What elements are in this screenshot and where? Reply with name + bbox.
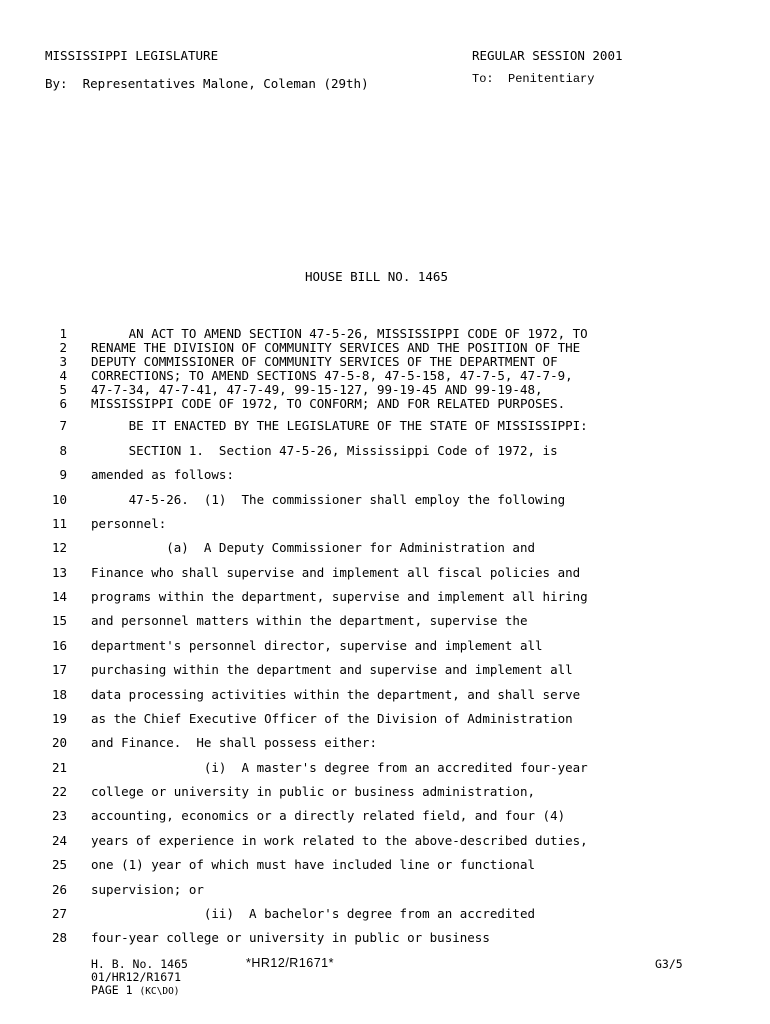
line-number: 14 — [51, 589, 67, 604]
line-text: one (1) year of which must have included line or functional — [91, 857, 536, 872]
line-number: 21 — [51, 760, 67, 775]
line-number: 9 — [59, 467, 67, 482]
line-number: 20 — [51, 735, 67, 750]
footer-bill-reference: H. B. No. 1465 — [91, 957, 188, 971]
line-text: amended as follows: — [91, 467, 234, 482]
footer-page-label — [91, 985, 180, 997]
line-text: (ii) A bachelor's degree from an accredited — [91, 906, 536, 921]
line-number: 10 — [51, 492, 67, 507]
bill-line — [0, 396, 770, 412]
line-text: years of experience in work related to the above-described duties, — [91, 833, 588, 848]
line-number: 22 — [51, 784, 67, 799]
bill-line — [0, 638, 770, 654]
line-text: and Finance. He shall possess either: — [91, 735, 377, 750]
bill-line — [0, 711, 770, 727]
line-text: department's personnel director, supervise and implement all — [91, 638, 543, 653]
bill-line — [0, 467, 770, 483]
line-text: data processing activities within the department, and shall serve — [91, 687, 581, 702]
sponsors-line: By: Representatives Malone, Coleman (29th) — [45, 76, 369, 91]
line-text: programs within the department, supervise and implement all hiring — [91, 589, 588, 604]
bill-line — [0, 808, 770, 824]
line-text: CORRECTIONS; TO AMEND SECTIONS 47-5-8, 47-5-158, 47-7-5, 47-7-9, — [91, 368, 573, 383]
bill-line — [0, 443, 770, 459]
bill-line — [0, 784, 770, 800]
line-text: and personnel matters within the department, supervise the — [91, 613, 528, 628]
line-text: 47-5-26. (1) The commissioner shall employ the following — [91, 492, 566, 507]
line-number: 19 — [51, 711, 67, 726]
line-text: (i) A master's degree from an accredited four-year — [91, 760, 588, 775]
line-text: college or university in public or business administration, — [91, 784, 536, 799]
line-number: 28 — [51, 930, 67, 945]
line-text: MISSISSIPPI CODE OF 1972, TO CONFORM; AND FOR RELATED PURPOSES. — [91, 396, 566, 411]
line-number: 11 — [51, 516, 67, 531]
bill-line — [0, 589, 770, 605]
line-text: (a) A Deputy Commissioner for Administration and — [91, 540, 536, 555]
bill-line — [0, 833, 770, 849]
bill-line — [0, 613, 770, 629]
line-text: accounting, economics or a directly related field, and four (4) — [91, 808, 566, 823]
bill-line — [0, 857, 770, 873]
line-number: 7 — [59, 418, 67, 433]
line-text: SECTION 1. Section 47-5-26, Mississippi Code of 1972, is — [91, 443, 558, 458]
line-number: 3 — [59, 354, 67, 369]
line-number: 1 — [59, 326, 67, 341]
line-number: 8 — [59, 443, 67, 458]
footer-barcode-text: *HR12/R1671* — [246, 956, 334, 970]
bill-line — [0, 735, 770, 751]
line-number: 27 — [51, 906, 67, 921]
line-text: supervision; or — [91, 882, 204, 897]
line-number: 17 — [51, 662, 67, 677]
line-text: as the Chief Executive Officer of the Division of Administration — [91, 711, 573, 726]
bill-line — [0, 540, 770, 556]
bill-line — [0, 418, 770, 434]
bill-title: HOUSE BILL NO. 1465 — [305, 269, 448, 284]
line-number: 16 — [51, 638, 67, 653]
line-text: purchasing within the department and supervise and implement all — [91, 662, 573, 677]
line-number: 12 — [51, 540, 67, 555]
line-text: AN ACT TO AMEND SECTION 47-5-26, MISSISSIPPI CODE OF 1972, TO — [91, 326, 588, 341]
line-number: 23 — [51, 808, 67, 823]
line-number: 4 — [59, 368, 67, 383]
line-text: BE IT ENACTED BY THE LEGISLATURE OF THE STATE OF MISSISSIPPI: — [91, 418, 588, 433]
footer-document-code: 01/HR12/R1671 — [91, 970, 182, 984]
footer-page-reference: G3/5 — [655, 957, 683, 971]
session-heading: REGULAR SESSION 2001 — [472, 48, 623, 63]
line-number: 26 — [51, 882, 67, 897]
line-text: Finance who shall supervise and implement all fiscal policies and — [91, 565, 581, 580]
bill-line — [0, 662, 770, 678]
line-number: 13 — [51, 565, 67, 580]
bill-line — [0, 882, 770, 898]
committee-referral: To: Penitentiary — [472, 72, 595, 86]
line-text: DEPUTY COMMISSIONER OF COMMUNITY SERVICES OF THE DEPARTMENT OF — [91, 354, 558, 369]
bill-line — [0, 492, 770, 508]
bill-line — [0, 565, 770, 581]
line-number: 18 — [51, 687, 67, 702]
line-number: 5 — [59, 382, 67, 397]
line-text: RENAME THE DIVISION OF COMMUNITY SERVICES AND THE POSITION OF THE — [91, 340, 581, 355]
bill-line — [0, 760, 770, 776]
line-number: 6 — [59, 396, 67, 411]
line-number: 15 — [51, 613, 67, 628]
bill-line — [0, 930, 770, 946]
line-text: four-year college or university in public or business — [91, 930, 490, 945]
bill-line — [0, 906, 770, 922]
legislature-heading: MISSISSIPPI LEGISLATURE — [45, 48, 219, 63]
line-text: 47-7-34, 47-7-41, 47-7-49, 99-15-127, 99-19-45 AND 99-19-48, — [91, 382, 543, 397]
line-number: 2 — [59, 340, 67, 355]
bill-line — [0, 516, 770, 532]
line-number: 24 — [51, 833, 67, 848]
footer-initials: (KC\DO) — [139, 986, 180, 997]
bill-line — [0, 687, 770, 703]
line-number: 25 — [51, 857, 67, 872]
footer-page-number: PAGE 1 — [91, 983, 140, 997]
line-text: personnel: — [91, 516, 167, 531]
